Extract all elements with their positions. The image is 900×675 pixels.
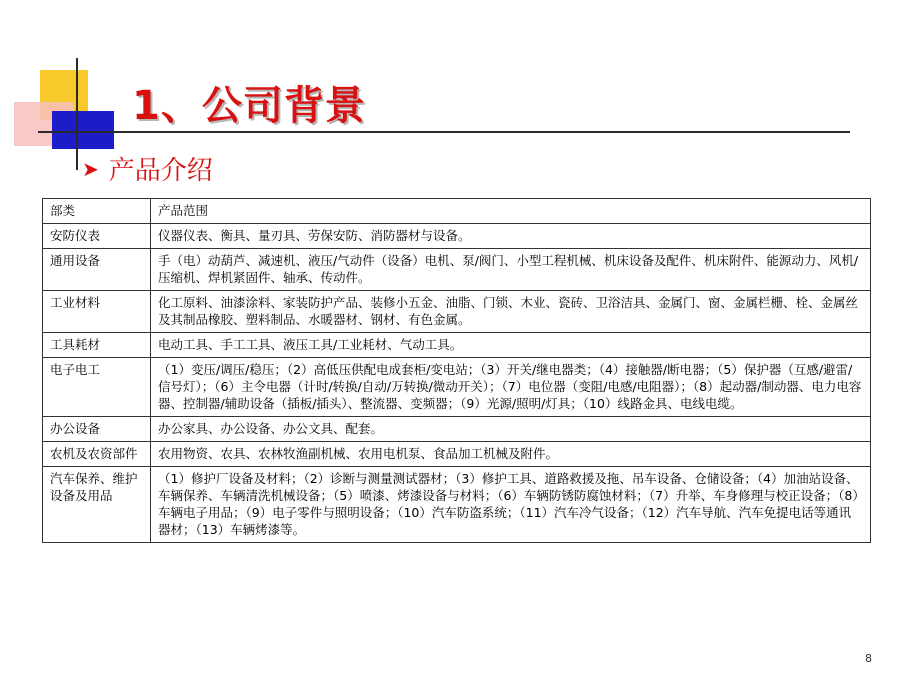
- row-products: 农用物资、农具、农林牧渔副机械、农用电机泵、食品加工机械及附件。: [151, 442, 871, 467]
- row-products: 手（电）动葫芦、减速机、液压/气动件（设备）电机、泵/阀门、小型工程机械、机床设备及配件、机床附件、能源动力、风机/压缩机、焊机紧固件、轴承、传动件。: [151, 249, 871, 291]
- page-number: 8: [865, 652, 872, 665]
- subtitle-row: [82, 150, 213, 187]
- product-table: [42, 198, 871, 543]
- row-category: 工具耗材: [43, 333, 151, 358]
- table-row: [43, 224, 871, 249]
- row-products: （1）变压/调压/稳压；（2）高低压供配电成套柜/变电站；（3）开关/继电器类；（4）接触器/断电器；（5）保护器（互感/避雷/信号灯）；（6）主令电器（计时/转换/自动/万转换/微动开关）；（7）电位器（变阻/电感/电阻器）；（8）起动器/制动器、电力电容器、控制器/辅助设备（插板/插头）、整流器、变频器；（9）光源/照明/灯具；（10）线路金具、电线电缆。: [151, 358, 871, 417]
- table-row: [43, 333, 871, 358]
- header-products: 产品范围: [151, 199, 871, 224]
- slide-subtitle: 产品介绍: [108, 156, 213, 186]
- table-row: [43, 249, 871, 291]
- row-category: 通用设备: [43, 249, 151, 291]
- table-row: [43, 467, 871, 543]
- row-products: 仪器仪表、衡具、量刃具、劳保安防、消防器材与设备。: [151, 224, 871, 249]
- table-row: [43, 417, 871, 442]
- decor-blue-square: [52, 111, 114, 149]
- table-header-row: [43, 199, 871, 224]
- row-category: 安防仪表: [43, 224, 151, 249]
- table-row: [43, 358, 871, 417]
- row-category: 工业材料: [43, 291, 151, 333]
- row-products: 电动工具、手工工具、液压工具/工业耗材、气动工具。: [151, 333, 871, 358]
- arrow-bullet-icon: ➤: [82, 156, 99, 181]
- title-underline: [38, 131, 850, 133]
- table-row: [43, 442, 871, 467]
- table-row: [43, 291, 871, 333]
- row-products: 办公家具、办公设备、办公文具、配套。: [151, 417, 871, 442]
- row-category: 电子电工: [43, 358, 151, 417]
- row-category: 农机及农资部件: [43, 442, 151, 467]
- row-products: （1）修护厂设备及材料；（2）诊断与测量测试器材；（3）修护工具、道路救援及拖、吊车设备、仓储设备；（4）加油站设备、车辆保养、车辆清洗机械设备；（5）喷漆、烤漆设备与材料；（6）车辆防锈防腐蚀材料；（7）升举、车身修理与校正设备；（8）车辆电子用品；（9）电子零件与照明设备；（10）汽车防盗系统；（11）汽车冷气设备；（12）汽车导航、汽车免提电话等通讯器材；（13）车辆烤漆等。: [151, 467, 871, 543]
- decor-vertical-line: [76, 58, 78, 170]
- row-category: 汽车保养、维护设备及用品: [43, 467, 151, 543]
- slide-title: 1、公司背景: [132, 83, 366, 129]
- row-category: 办公设备: [43, 417, 151, 442]
- header-category: 部类: [43, 199, 151, 224]
- row-products: 化工原料、油漆涂料、家装防护产品、装修小五金、油脂、门锁、木业、瓷砖、卫浴洁具、金属门、窗、金属栏栅、栓、金属丝及其制品橡胶、塑料制品、水暖器材、钢材、有色金属。: [151, 291, 871, 333]
